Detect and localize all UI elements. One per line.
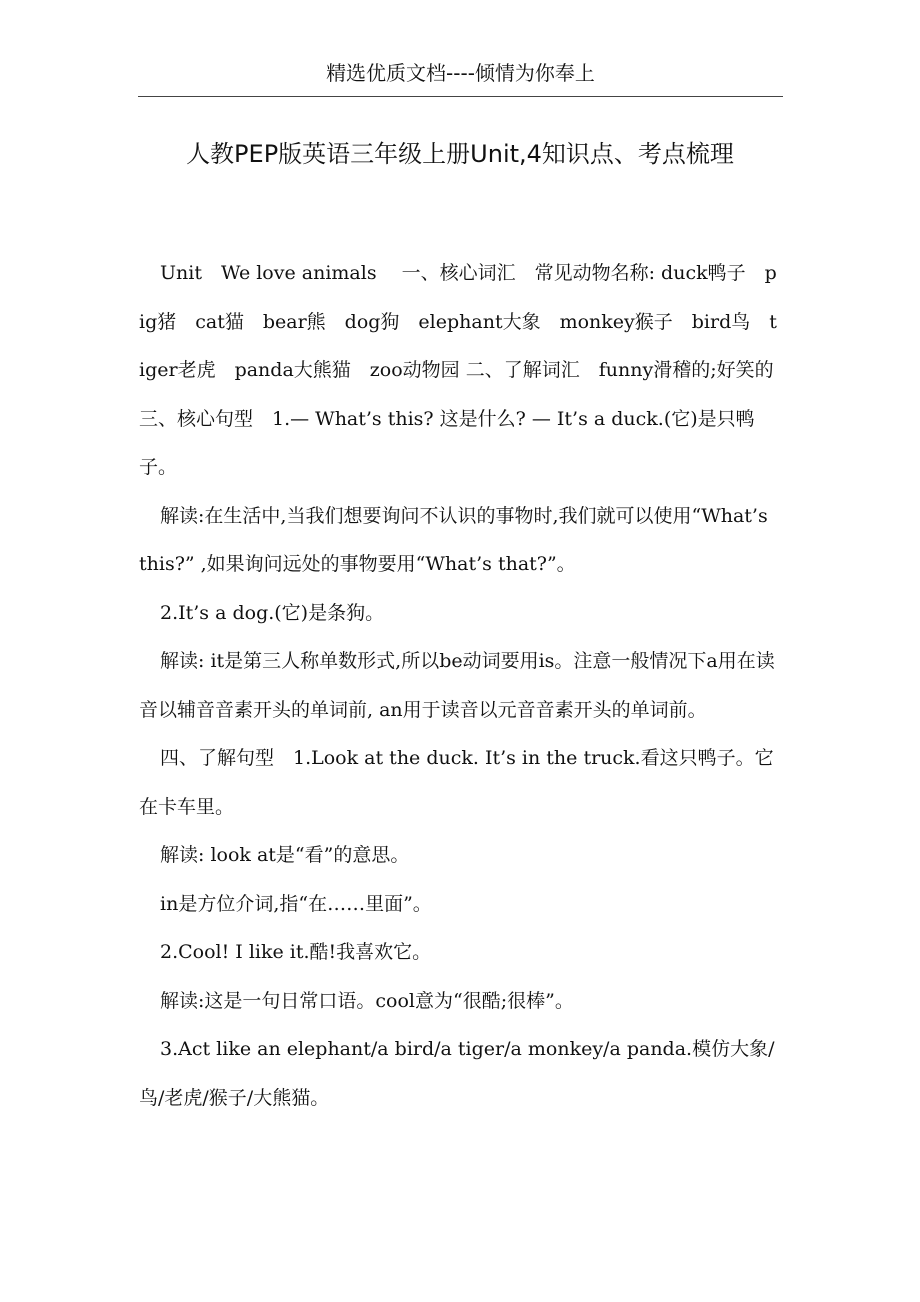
page-header xyxy=(138,58,783,97)
header-text: 精选优质文档----倾情为你奉上 xyxy=(326,61,595,85)
document-title: 人教PEP版英语三年级上册Unit,4知识点、考点梳理 xyxy=(186,140,734,168)
paragraph-article-explanation: 解读: it是第三人称单数形式,所以be动词要用is。注意一般情况下a用在读音以辅音音素开头的单词前, an用于读音以元音音素开头的单词前。 xyxy=(139,650,775,721)
paragraph-look-at-explanation: 解读: look at是“看”的意思。 xyxy=(160,844,410,866)
paragraph-act-like-sentence: 3.Act like an elephant/a bird/a tiger/a monkey/a panda.模仿大象/鸟/老虎/猴子/大熊猫。 xyxy=(139,1038,775,1109)
paragraph-cool-sentence: 2.Cool! I like it.酷!我喜欢它。 xyxy=(160,941,432,963)
paragraph-cool-explanation: 解读:这是一句日常口语。cool意为“很酷;很棒”。 xyxy=(160,989,574,1012)
paragraph-it-is-a-dog: 2.It’s a dog.(它)是条狗。 xyxy=(160,601,385,624)
paragraph-vocabulary-and-sentences: Unit We love animals 一、核心词汇 常见动物名称: duck鸭子 pig猪 cat猫 bear熊 dog狗 elephant大象 monkey猴子 bird鸟 tiger老虎 panda大熊猫 zoo动物园 二、了解词汇 funny滑稽的;好笑的 三、核心句型 1.— What’s this? 这是什么? — It’s a duck.(它)是只鸭子。 xyxy=(139,262,777,478)
paragraph-what-is-this-explanation: 解读:在生活中,当我们想要询问不认识的事物时,我们就可以使用“What’s this?” ,如果询问远处的事物要用“What’s that?”。 xyxy=(139,504,768,575)
document-body xyxy=(139,249,781,1122)
paragraph-in-explanation: in是方位介词,指“在……里面”。 xyxy=(160,892,432,915)
paragraph-look-at-the-duck: 四、了解句型 1.Look at the duck. It’s in the truck.看这只鸭子。它在卡车里。 xyxy=(139,747,774,818)
